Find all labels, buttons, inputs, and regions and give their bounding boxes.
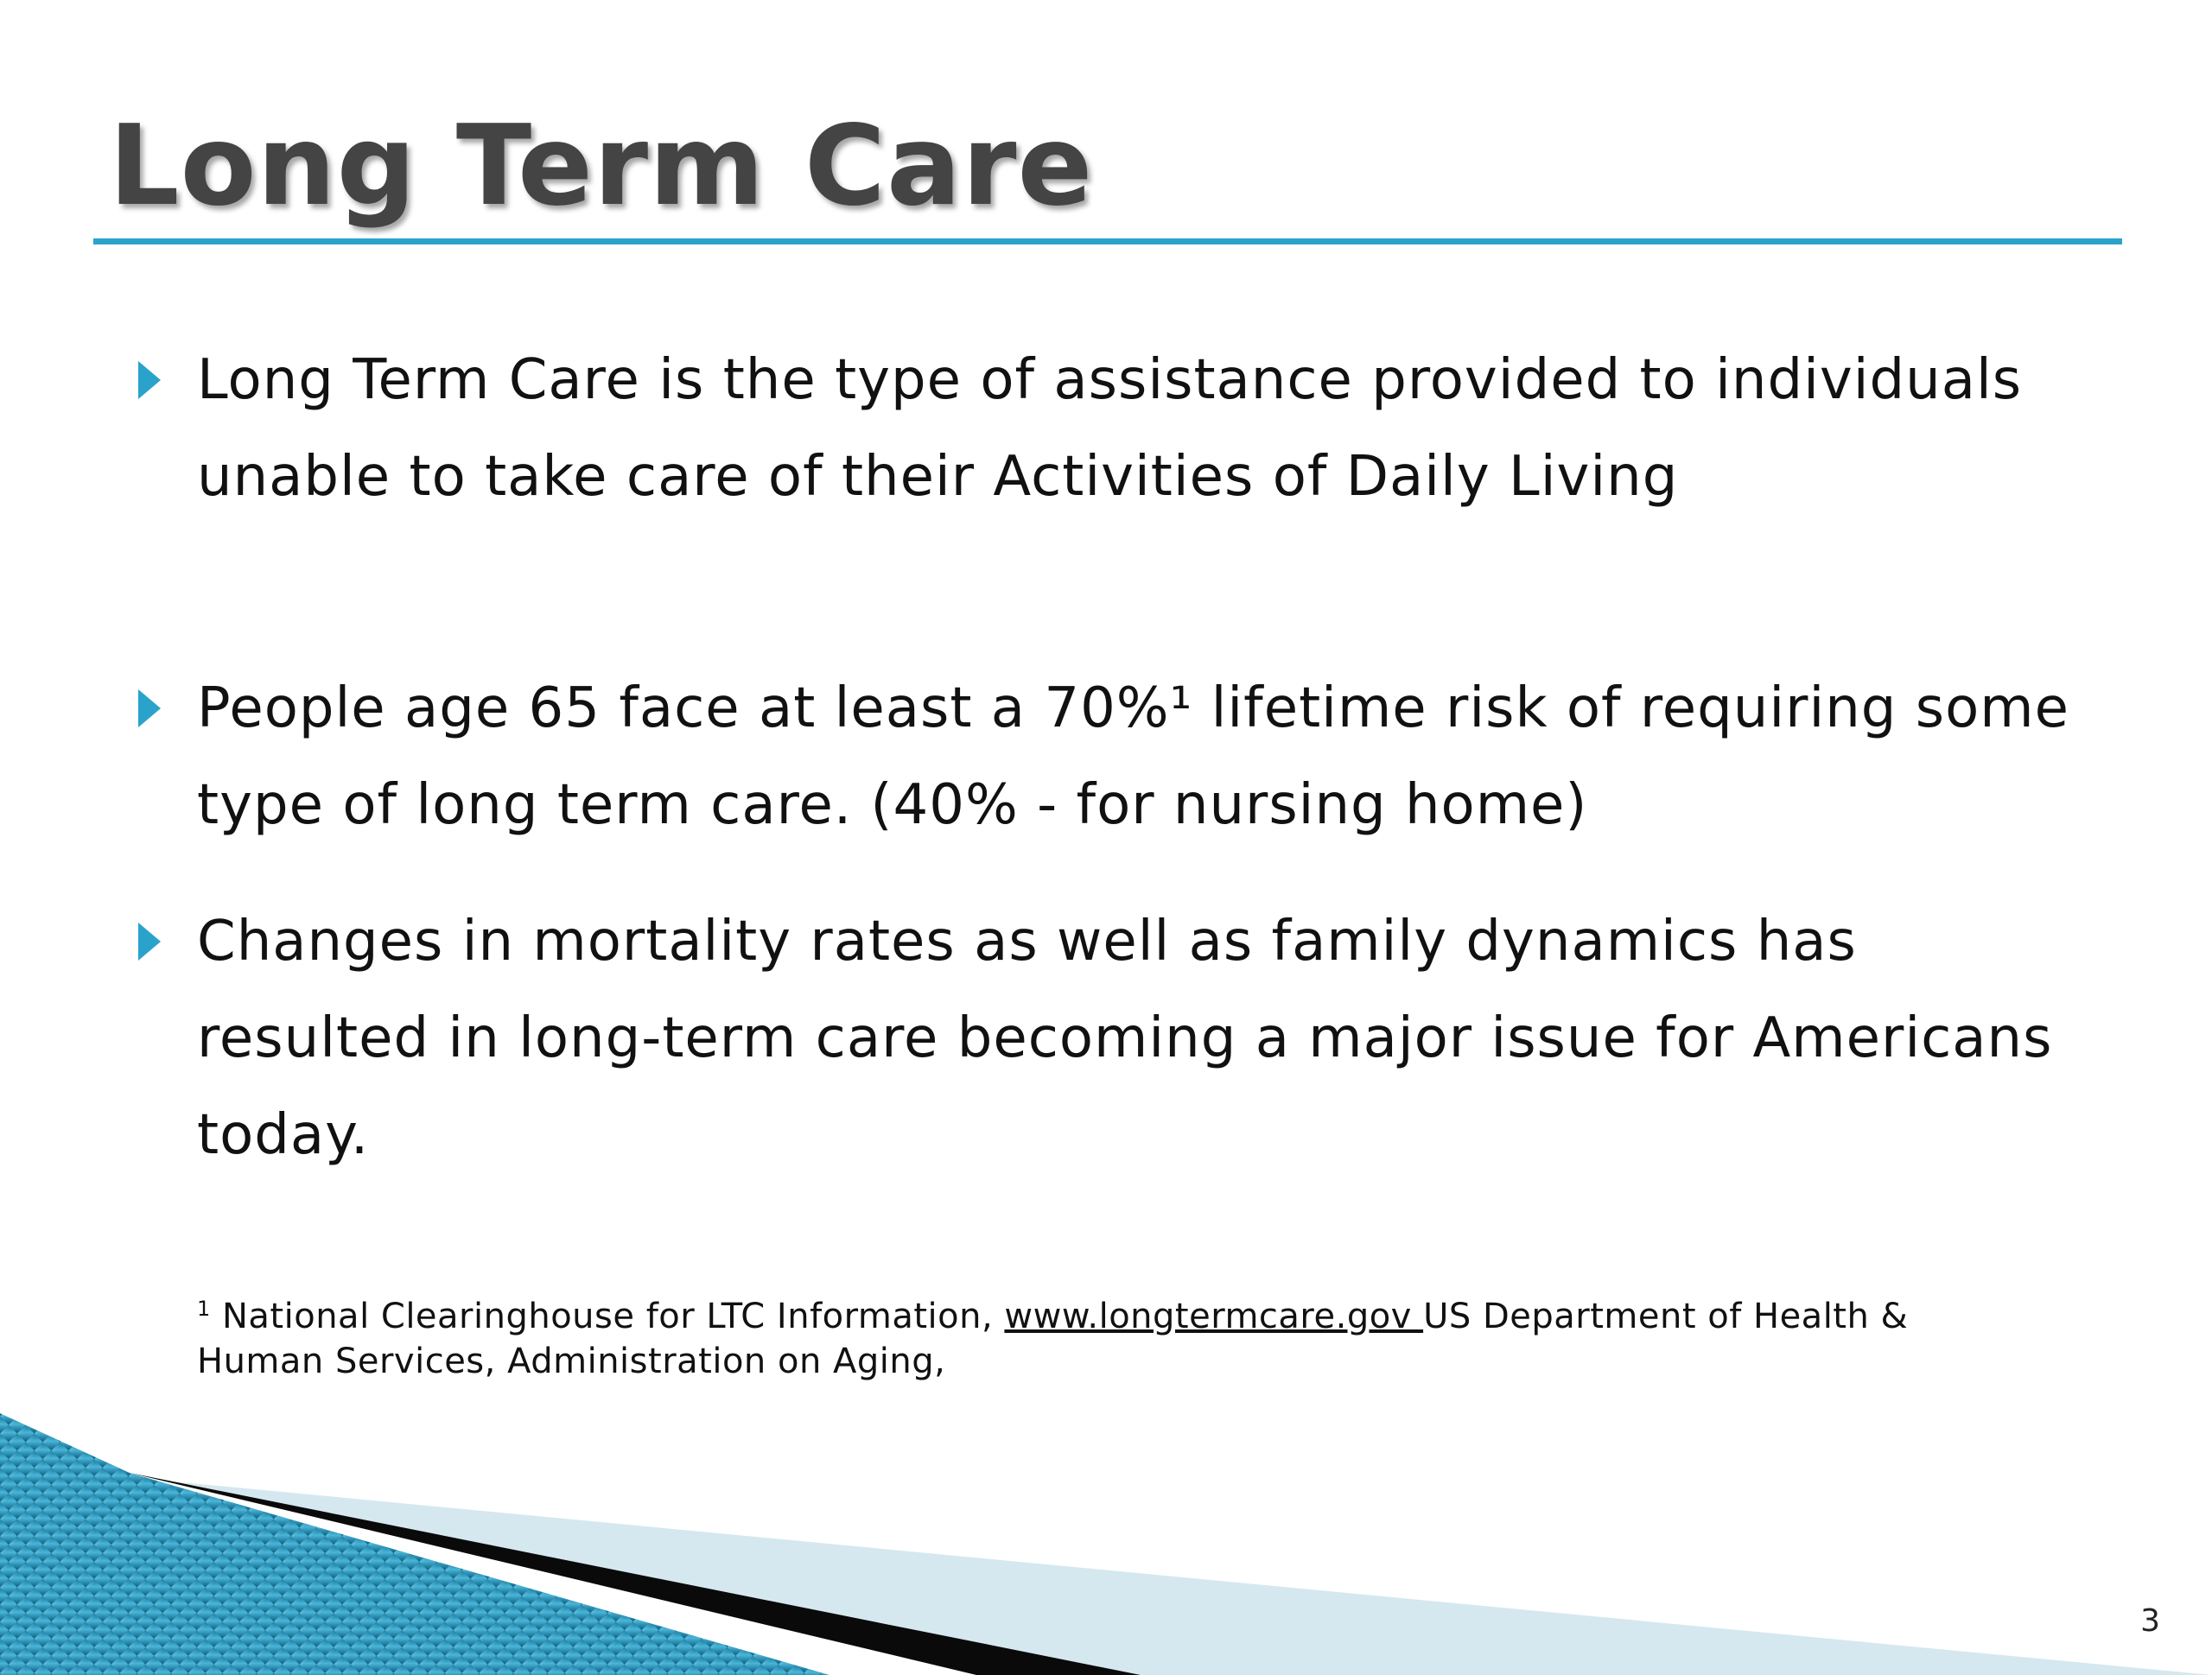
corner-swoosh-decoration	[0, 1382, 2212, 1675]
triangle-bullet-icon	[138, 361, 161, 399]
page-number: 3	[2140, 1603, 2160, 1639]
footnote-prefix: National Clearinghouse for LTC Information,	[210, 1297, 1005, 1336]
footnote-marker: 1	[197, 1297, 211, 1321]
footnote-suffix: US Department of Health & Human Services, Administration on Aging,	[197, 1297, 1909, 1381]
triangle-bullet-icon	[138, 923, 161, 961]
footnote	[197, 1294, 2046, 1384]
footnote-link[interactable]: www.longtermcare.gov	[1004, 1297, 1424, 1336]
bullet-text: Long Term Care is the type of assistance provided to individuals unable to take care of their Activities of Daily Living	[197, 348, 2023, 509]
slide-title: Long Term Care	[109, 102, 1094, 231]
bullet-text: Changes in mortality rates as well as family dynamics has resulted in long-term care becoming a major issue for Americans today.	[197, 910, 2053, 1167]
triangle-bullet-icon	[138, 689, 161, 727]
bullet-text: People age 65 face at least a 70%¹ lifetime risk of requiring some type of long term care. (40% - for nursing home)	[197, 676, 2069, 837]
title-underline	[93, 238, 2122, 244]
